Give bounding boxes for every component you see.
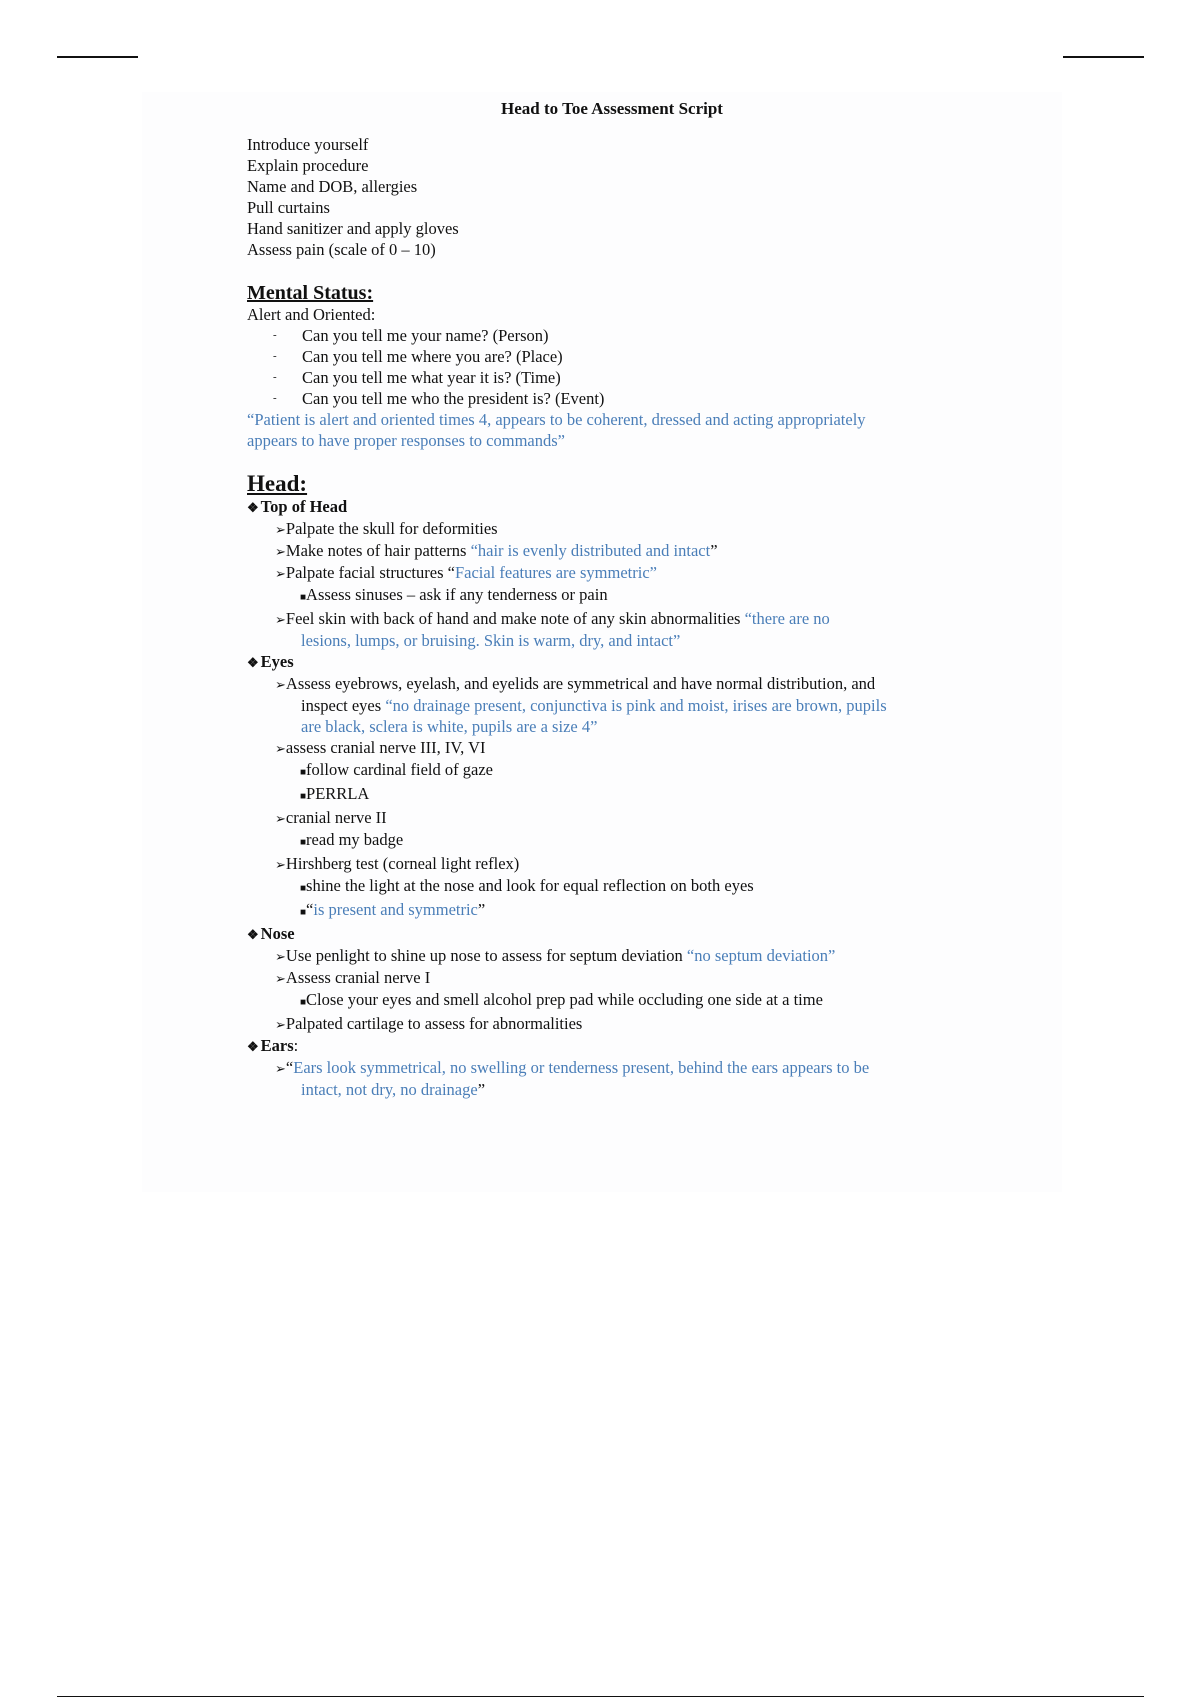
square-bullet-icon: ■ (300, 791, 307, 802)
dash-bullet: - (273, 350, 277, 362)
eyes-subheading: ❖ Eyes (247, 652, 294, 671)
list-item-continuation: intact, not dry, no drainage” (301, 1080, 486, 1099)
intro-item: Name and DOB, allergies (247, 177, 418, 196)
sub-list-item: ■read my badge (300, 830, 404, 849)
diamond-bullet-icon: ❖ (247, 500, 259, 515)
square-bullet-icon: ■ (300, 767, 307, 778)
arrow-bullet-icon: ➢ (275, 811, 286, 826)
sub-list-item: ■Assess sinuses – ask if any tenderness or pain (300, 585, 608, 604)
arrow-bullet-icon: ➢ (275, 1017, 286, 1032)
list-item: ➢Palpate facial structures “Facial features are symmetric” (275, 563, 657, 582)
arrow-bullet-icon: ➢ (275, 566, 286, 581)
sub-list-item: ■Close your eyes and smell alcohol prep pad while occluding one side at a time (300, 990, 823, 1009)
list-item: ➢cranial nerve II (275, 808, 387, 827)
list-item-continuation: inspect eyes “no drainage present, conjunctiva is pink and moist, irises are brown, pupils (301, 696, 887, 715)
list-item: ➢assess cranial nerve III, IV, VI (275, 738, 486, 757)
list-item-continuation: lesions, lumps, or bruising. Skin is warm, dry, and intact” (301, 631, 681, 650)
top-of-head-subheading: ❖ Top of Head (247, 497, 348, 516)
list-item: ➢Make notes of hair patterns “hair is evenly distributed and intact” (275, 541, 718, 560)
arrow-bullet-icon: ➢ (275, 1061, 286, 1076)
ears-subheading: ❖ Ears: (247, 1036, 299, 1055)
diamond-bullet-icon: ❖ (247, 927, 259, 942)
arrow-bullet-icon: ➢ (275, 612, 286, 627)
list-item: ➢Assess eyebrows, eyelash, and eyelids are symmetrical and have normal distribution, and (275, 674, 876, 693)
diamond-bullet-icon: ❖ (247, 655, 259, 670)
square-bullet-icon: ■ (300, 997, 307, 1008)
intro-item: Introduce yourself (247, 135, 369, 154)
list-item: ➢Palpated cartilage to assess for abnormalities (275, 1014, 583, 1033)
arrow-bullet-icon: ➢ (275, 741, 286, 756)
dash-bullet: - (273, 392, 277, 404)
mental-status-note: appears to have proper responses to commands” (247, 431, 565, 450)
arrow-bullet-icon: ➢ (275, 857, 286, 872)
list-item: ➢Hirshberg test (corneal light reflex) (275, 854, 520, 873)
orientation-question: - Can you tell me where you are? (Place) (273, 347, 563, 366)
alert-oriented-label: Alert and Oriented: (247, 305, 376, 324)
square-bullet-icon: ■ (300, 907, 307, 918)
square-bullet-icon: ■ (300, 883, 307, 894)
sub-list-item: ■PERRLA (300, 784, 370, 803)
list-item: ➢Palpate the skull for deformities (275, 519, 498, 538)
sub-list-item: ■“is present and symmetric” (300, 900, 486, 919)
document-title: Head to Toe Assessment Script (501, 99, 723, 118)
mental-status-heading: Mental Status: (247, 282, 374, 304)
list-item: ➢Feel skin with back of hand and make note of any skin abnormalities “there are no (275, 609, 830, 628)
list-item: ➢“Ears look symmetrical, no swelling or tenderness present, behind the ears appears to be (275, 1058, 870, 1077)
mental-status-note: “Patient is alert and oriented times 4, appears to be coherent, dressed and acting appropriately (247, 410, 866, 429)
nose-subheading: ❖ Nose (247, 924, 295, 943)
top-right-rule (1063, 56, 1144, 58)
arrow-bullet-icon: ➢ (275, 949, 286, 964)
list-item: ➢Use penlight to shine up nose to assess for septum deviation “no septum deviation” (275, 946, 836, 965)
orientation-question: - Can you tell me what year it is? (Time) (273, 368, 561, 387)
intro-item: Assess pain (scale of 0 – 10) (247, 240, 436, 259)
top-left-rule (57, 56, 138, 58)
intro-item: Hand sanitizer and apply gloves (247, 219, 459, 238)
sub-list-item: ■shine the light at the nose and look for equal reflection on both eyes (300, 876, 754, 895)
square-bullet-icon: ■ (300, 592, 307, 603)
intro-item: Pull curtains (247, 198, 330, 217)
list-item-continuation: are black, sclera is white, pupils are a size 4” (301, 717, 598, 736)
arrow-bullet-icon: ➢ (275, 522, 286, 537)
intro-list (247, 134, 977, 260)
arrow-bullet-icon: ➢ (275, 677, 286, 692)
intro-item: Explain procedure (247, 156, 369, 175)
document-content (247, 98, 977, 1100)
bottom-rule (57, 1696, 1144, 1697)
arrow-bullet-icon: ➢ (275, 544, 286, 559)
orientation-question: - Can you tell me who the president is? (Event) (273, 389, 605, 408)
dash-bullet: - (273, 371, 277, 383)
diamond-bullet-icon: ❖ (247, 1039, 259, 1054)
list-item: ➢Assess cranial nerve I (275, 968, 431, 987)
sub-list-item: ■follow cardinal field of gaze (300, 760, 493, 779)
head-heading: Head: (247, 471, 308, 496)
square-bullet-icon: ■ (300, 837, 307, 848)
orientation-question: - Can you tell me your name? (Person) (273, 326, 549, 345)
arrow-bullet-icon: ➢ (275, 971, 286, 986)
dash-bullet: - (273, 329, 277, 341)
